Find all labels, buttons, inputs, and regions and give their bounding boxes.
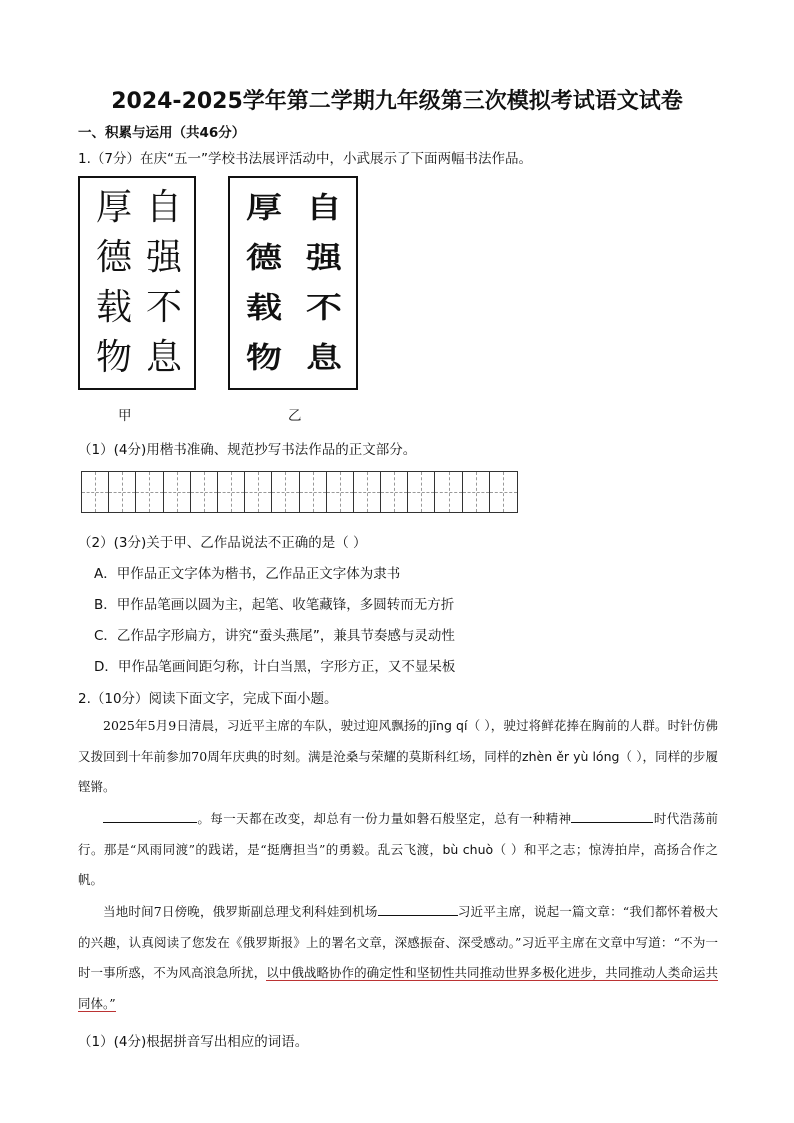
page-title: 2024-2025学年第二学期九年级第三次模拟考试语文试卷 [111,89,683,114]
text: 2025年5月9日清晨，习近平主席的车队，驶过迎风飘扬的 [103,718,430,733]
option-a[interactable]: A．甲作品正文字体为楷书，乙作品正文字体为隶书 [94,566,401,582]
char: 载 [245,291,282,325]
char: 不 [305,291,342,325]
char: 强 [145,237,182,278]
char: 自 [305,191,342,225]
pinyin: bù chuò [442,841,494,857]
grid-cell[interactable] [354,472,381,512]
answer-blank[interactable] [103,808,197,823]
answer-blank[interactable] [378,901,458,916]
grid-cell[interactable] [408,472,435,512]
passage-paragraph-2 [78,804,718,896]
grid-cell[interactable] [164,472,191,512]
text: （ ），驶过将鲜花捧在胸前的人群。时针仿佛又拨回到十年前参加70周年庆典的时刻。满是沧桑与荣耀的莫斯科红场，同样的 [78,718,719,764]
text: 时代浩荡前行。那是“风雨同渡”的践诺，是“挺膺担当”的勇毅。乱云飞渡， [78,811,718,857]
answer-blank[interactable] [571,808,653,823]
grid-cell[interactable] [463,472,490,512]
char: 不 [145,287,182,328]
caption-jia: 甲 [118,408,132,424]
option-b[interactable]: B．甲作品笔画以圆为主，起笔、收笔藏锋，多圆转而无方折 [94,597,455,613]
grid-cell[interactable] [218,472,245,512]
option-c[interactable]: C．乙作品字形扁方，讲究“蚕头燕尾”，兼具节奏感与灵动性 [94,628,455,644]
text: （ ），同样的步履铿锵。 [78,748,718,794]
calligraphy-jia [78,176,196,390]
underlined-text: 以中俄战略协作的确定性和坚韧性共同推动世界多极化进步，共同推动人类命运共同体。” [78,965,718,1011]
char: 物 [95,337,132,378]
text: 习近平主席，说起一篇文章：“我们都怀着极大的兴趣，认真阅读了您发在《俄罗斯报》上的署名文章，深感振奋、深受感动。”习近平主席在文章中写道：“不为一时一事所惑，不为风高浪急所扰， [78,904,718,980]
question-1-sub2: （2）(3分)关于甲、乙作品说法不正确的是（ ） [78,535,367,551]
caption-yi: 乙 [288,408,302,424]
grid-cell[interactable] [136,472,163,512]
char: 德 [245,241,282,275]
text: 。每一天都在改变，却总有一份力量如磐石般坚定，总有一种精神 [197,811,572,826]
char: 载 [95,287,132,328]
grid-cell[interactable] [381,472,408,512]
char: 强 [305,241,342,275]
passage-paragraph-1 [78,711,718,803]
grid-cell[interactable] [327,472,354,512]
char: 物 [245,341,282,375]
text: 当地时间7日傍晚，俄罗斯副总理戈利科娃到机场 [103,904,378,919]
grid-cell[interactable] [82,472,109,512]
grid-cell[interactable] [191,472,218,512]
char: 息 [305,341,342,375]
grid-cell[interactable] [300,472,327,512]
writing-grid[interactable] [81,471,518,513]
grid-cell[interactable] [272,472,299,512]
question-1-sub1: （1）(4分)用楷书准确、规范抄写书法作品的正文部分。 [78,442,417,458]
question-2-stem: 2.（10分）阅读下面文字，完成下面小题。 [78,691,338,707]
text: （ ）和平之志；惊涛拍岸，高扬合作之帆。 [78,841,718,887]
grid-cell[interactable] [490,472,517,512]
char: 息 [145,337,182,378]
char: 厚 [245,191,282,225]
question-1-stem: 1.（7分）在庆“五一”学校书法展评活动中，小武展示了下面两幅书法作品。 [78,151,532,167]
grid-cell[interactable] [245,472,272,512]
pinyin: zhèn ěr yù lóng [522,748,620,764]
passage-paragraph-3 [78,897,718,1019]
section-heading: 一、积累与运用（共46分） [78,125,246,141]
option-d[interactable]: D．甲作品笔画间距匀称，计白当黑，字形方正，又不显呆板 [94,659,456,675]
calligraphy-yi [228,176,358,390]
char: 厚 [95,187,132,228]
question-2-sub1: （1）(4分)根据拼音写出相应的词语。 [78,1034,309,1050]
pinyin: jīng qí [429,718,468,733]
char: 自 [145,187,182,228]
grid-cell[interactable] [109,472,136,512]
grid-cell[interactable] [435,472,462,512]
char: 德 [95,237,132,278]
